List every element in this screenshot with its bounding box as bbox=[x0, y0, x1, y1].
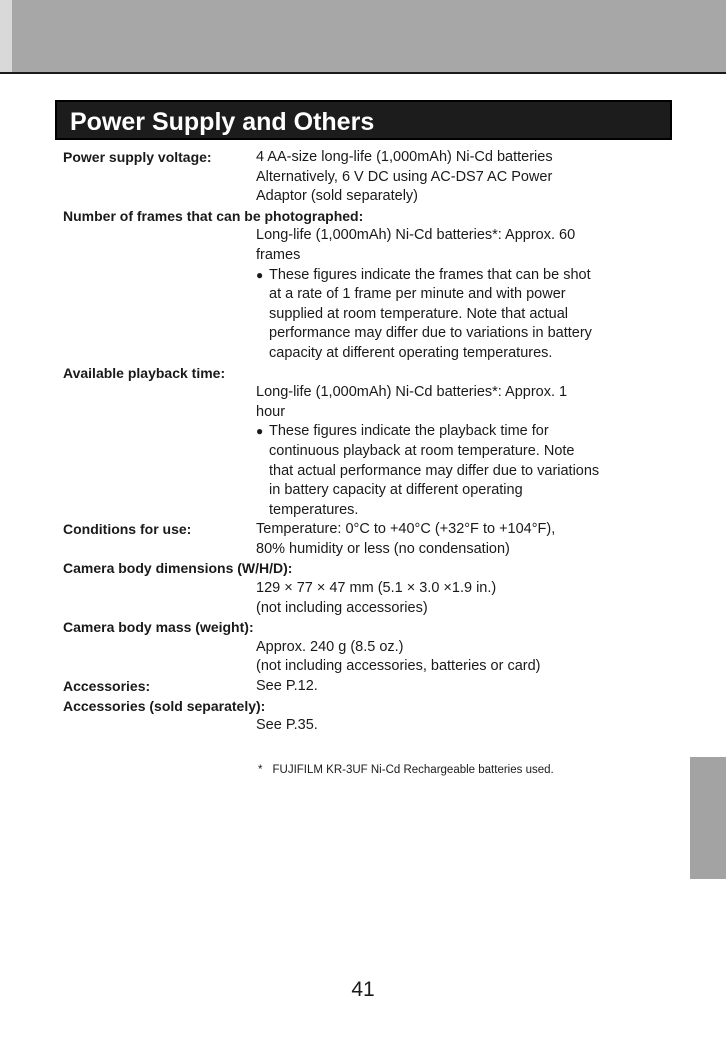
spec-line: 129 × 77 × 47 mm (5.1 × 3.0 ×1.9 in.) bbox=[256, 580, 497, 597]
spec-value-frames bbox=[256, 226, 673, 265]
spec-power-supply bbox=[63, 148, 673, 207]
spec-accessories bbox=[63, 677, 673, 697]
spec-line: Adaptor (sold separately) bbox=[256, 188, 418, 205]
frames-note bbox=[256, 266, 673, 364]
spec-line: Long-life (1,000mAh) Ni-Cd batteries*: Approx. 1 bbox=[256, 384, 568, 401]
page-number: 41 bbox=[351, 978, 375, 1001]
spec-line: 80% humidity or less (no condensation) bbox=[256, 540, 510, 557]
footnote-mark: * bbox=[258, 764, 263, 776]
spec-label-dimensions: Camera body dimensions (W/H/D): bbox=[63, 560, 293, 577]
spec-value-accessories: See P.12. bbox=[256, 678, 318, 695]
spec-line: frames bbox=[256, 246, 301, 263]
spec-line: (not including accessories, batteries or card) bbox=[256, 658, 541, 675]
spec-list bbox=[63, 148, 673, 736]
section-title: Power Supply and Others bbox=[55, 100, 672, 140]
spec-label-frames: Number of frames that can be photographed: bbox=[63, 207, 364, 224]
spec-line: 4 AA-size long-life (1,000mAh) Ni-Cd batteries bbox=[256, 149, 553, 165]
playback-note bbox=[256, 422, 673, 520]
spec-label-playback: Available playback time: bbox=[63, 364, 226, 381]
note-line: in battery capacity at different operating bbox=[269, 482, 523, 499]
note-line: These figures indicate the playback time for bbox=[269, 423, 549, 440]
note-line: capacity at different operating temperatures. bbox=[269, 344, 553, 361]
spec-conditions bbox=[63, 520, 673, 559]
spec-line: Approx. 240 g (8.5 oz.) bbox=[256, 638, 404, 655]
note-line: performance may differ due to variations in battery bbox=[269, 325, 592, 342]
spec-label-accessories-sold: Accessories (sold separately): bbox=[63, 697, 266, 714]
spec-value-mass bbox=[256, 638, 673, 677]
note-line: continuous playback at room temperature. Note bbox=[269, 442, 575, 459]
spec-label-conditions: Conditions for use: bbox=[63, 521, 192, 538]
spec-value-dimensions bbox=[256, 579, 673, 618]
spec-value-conditions bbox=[256, 520, 673, 559]
spec-value-accessories-sold: See P.35. bbox=[256, 717, 318, 734]
bullet-icon: ● bbox=[256, 267, 264, 282]
spec-line: Long-life (1,000mAh) Ni-Cd batteries*: Approx. 60 bbox=[256, 227, 576, 244]
spec-value-playback bbox=[256, 383, 673, 422]
bullet-icon: ● bbox=[256, 424, 264, 439]
note-line: that actual performance may differ due to variations bbox=[269, 462, 600, 479]
spec-line: hour bbox=[256, 403, 286, 420]
spec-label-power-supply: Power supply voltage: bbox=[63, 149, 212, 165]
note-line: These figures indicate the frames that can be shot bbox=[269, 266, 591, 283]
spec-line: Temperature: 0°C to +40°C (+32°F to +104°F), bbox=[256, 521, 556, 538]
footnote bbox=[258, 764, 554, 776]
note-line: supplied at room temperature. Note that actual bbox=[269, 305, 569, 322]
spec-line: Alternatively, 6 V DC using AC-DS7 AC Power bbox=[256, 168, 553, 185]
spec-label-accessories: Accessories: bbox=[63, 678, 151, 695]
side-tab bbox=[690, 757, 726, 879]
spec-label-mass: Camera body mass (weight): bbox=[63, 619, 254, 636]
note-line: temperatures. bbox=[269, 501, 359, 518]
top-gray-band bbox=[0, 0, 726, 74]
spec-value-power-supply bbox=[256, 148, 673, 207]
spec-line: (not including accessories) bbox=[256, 599, 428, 616]
footnote-text: FUJIFILM KR-3UF Ni-Cd Rechargeable batteries used. bbox=[272, 764, 554, 776]
note-line: at a rate of 1 frame per minute and with power bbox=[269, 286, 566, 303]
